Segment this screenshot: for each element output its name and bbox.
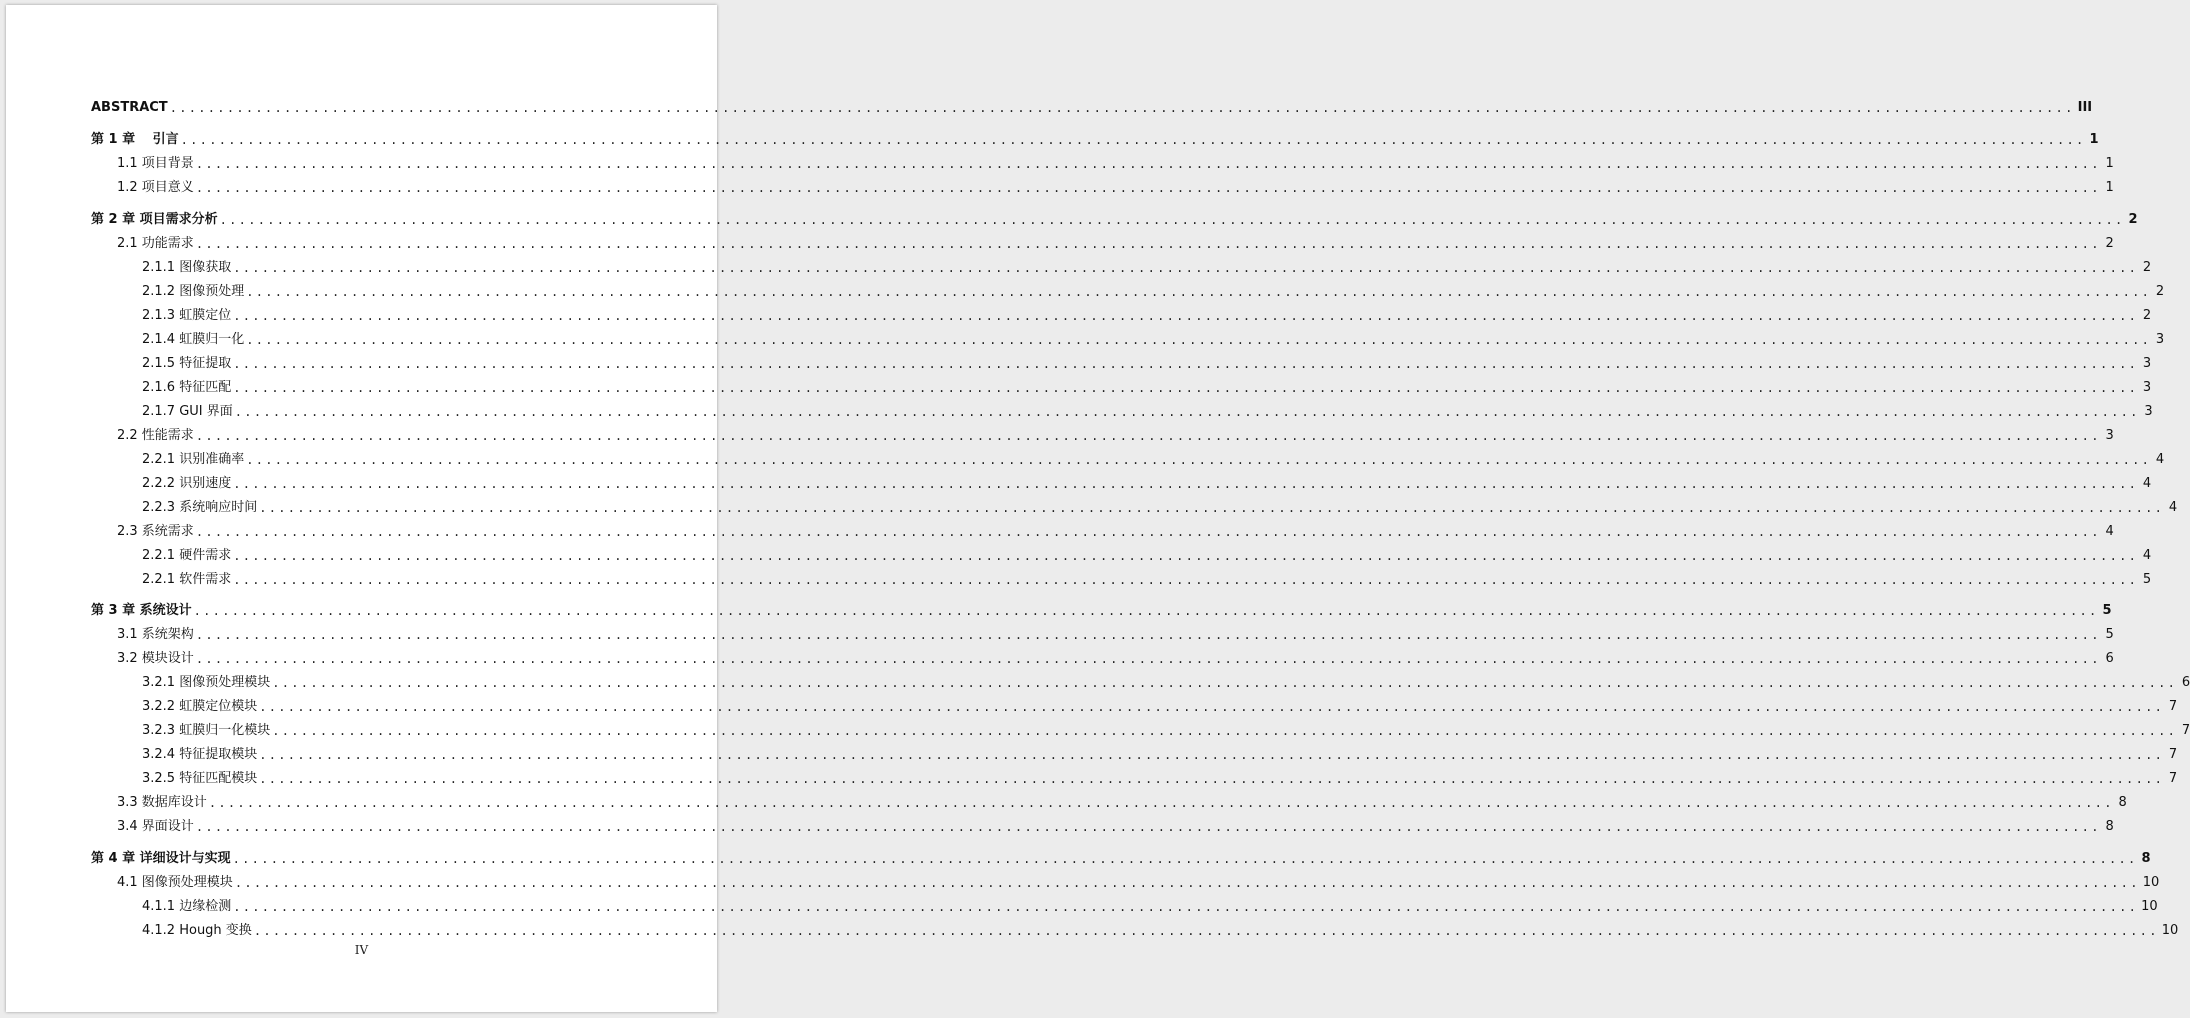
toc-entry-title: 2.3 系统需求 [117, 524, 194, 539]
toc-entry[interactable] [117, 427, 2114, 445]
toc-entry-title: 2.2.1 识别准确率 [142, 452, 245, 467]
toc-entry-page-number: 1 [2105, 180, 2114, 195]
toc-entry-title: 2.1 功能需求 [117, 236, 194, 251]
toc-entry[interactable] [91, 99, 2093, 117]
toc-entry-page-number: 3 [2144, 404, 2153, 419]
toc-entry-page-number: 8 [2118, 795, 2127, 810]
toc-entry[interactable] [142, 331, 2165, 349]
toc-dot-leader: ........................................................................................................................................................................................................ [180, 133, 2086, 147]
toc-dot-leader: ........................................................................................................................................................................................................ [272, 724, 2178, 738]
toc-dot-leader: ........................................................................................................................................................................................................ [272, 676, 2178, 690]
toc-entry[interactable] [91, 602, 2112, 620]
toc-dot-leader: ........................................................................................................................................................................................................ [234, 405, 2140, 419]
toc-entry-title: 2.2.2 识别速度 [142, 476, 232, 491]
toc-entry-page-number: 6 [2181, 675, 2190, 690]
toc-entry-title: 3.2.1 图像预处理模块 [142, 675, 271, 690]
toc-dot-leader: ........................................................................................................................................................................................................ [195, 237, 2101, 251]
toc-entry-title: ABSTRACT [91, 100, 168, 115]
toc-entry[interactable] [117, 650, 2114, 668]
toc-entry-page-number: 1 [2089, 132, 2099, 147]
toc-entry-title: 2.2.1 硬件需求 [142, 548, 232, 563]
toc-entry-page-number: 2 [2155, 284, 2165, 299]
toc-dot-leader: ........................................................................................................................................................................................................ [233, 381, 2139, 395]
toc-entry[interactable] [142, 283, 2165, 301]
toc-entry[interactable] [142, 499, 2178, 517]
toc-entry-page-number: 5 [2105, 627, 2114, 642]
toc-dot-leader: ........................................................................................................................................................................................................ [195, 181, 2101, 195]
toc-dot-leader: ........................................................................................................................................................................................................ [233, 573, 2139, 587]
toc-entry[interactable] [142, 746, 2178, 764]
toc-entry-page-number: 6 [2105, 651, 2114, 666]
toc-entry[interactable] [117, 523, 2114, 541]
document-page [6, 5, 2190, 1012]
toc-dot-leader: ........................................................................................................................................................................................................ [219, 213, 2125, 227]
toc-entry-page-number: 4 [2142, 548, 2152, 563]
toc-dot-leader: ........................................................................................................................................................................................................ [233, 477, 2139, 491]
toc-entry[interactable] [91, 211, 2138, 229]
toc-dot-leader: ........................................................................................................................................................................................................ [195, 157, 2101, 171]
toc-entry-page-number: 7 [2181, 723, 2190, 738]
toc-entry-page-number: 2 [2105, 236, 2114, 251]
toc-entry-title: 3.4 界面设计 [117, 819, 194, 834]
toc-dot-leader: ........................................................................................................................................................................................................ [233, 900, 2139, 914]
toc-entry-page-number: 4 [2168, 500, 2178, 515]
toc-entry[interactable] [142, 451, 2165, 469]
toc-entry-page-number: 4 [2155, 452, 2165, 467]
toc-entry-page-number: 10 [2161, 923, 2179, 938]
toc-entry[interactable] [142, 922, 2179, 940]
toc-entry-page-number: 8 [2141, 851, 2151, 866]
toc-entry-page-number: 4 [2105, 524, 2114, 539]
toc-entry[interactable] [91, 850, 2151, 868]
toc-entry[interactable] [117, 818, 2114, 836]
toc-entry-title: 2.1.6 特征匹配 [142, 380, 232, 395]
toc-entry-title: 2.1.1 图像获取 [142, 260, 232, 275]
toc-entry[interactable] [142, 307, 2152, 325]
toc-entry[interactable] [91, 131, 2099, 149]
toc-entry-title: 第 2 章 项目需求分析 [91, 212, 218, 227]
toc-entry-title: 2.1.5 特征提取 [142, 356, 232, 371]
toc-entry-title: 4.1 图像预处理模块 [117, 875, 233, 890]
toc-entry-page-number: 2 [2128, 212, 2138, 227]
toc-entry-page-number: 8 [2105, 819, 2114, 834]
toc-dot-leader: ........................................................................................................................................................................................................ [233, 309, 2139, 323]
toc-entry-page-number: 2 [2142, 260, 2152, 275]
toc-entry-title: 3.2 模块设计 [117, 651, 194, 666]
toc-entry-page-number: 7 [2168, 771, 2178, 786]
toc-entry-page-number: 5 [2142, 572, 2152, 587]
toc-entry-page-number: 5 [2102, 603, 2112, 618]
toc-entry-page-number: III [2077, 100, 2093, 115]
toc-dot-leader: ........................................................................................................................................................................................................ [246, 285, 2152, 299]
toc-dot-leader: ........................................................................................................................................................................................................ [195, 429, 2101, 443]
toc-entry-title: 2.2.3 系统响应时间 [142, 500, 258, 515]
toc-entry-title: 2.2 性能需求 [117, 428, 194, 443]
toc-entry-page-number: 4 [2142, 476, 2152, 491]
toc-dot-leader: ........................................................................................................................................................................................................ [195, 820, 2101, 834]
toc-entry-title: 第 1 章 引言 [91, 132, 179, 147]
toc-entry-page-number: 3 [2155, 332, 2165, 347]
toc-entry-title: 1.1 项目背景 [117, 156, 194, 171]
toc-entry[interactable] [117, 235, 2114, 253]
toc-entry-page-number: 3 [2142, 356, 2152, 371]
toc-entry-title: 4.1.1 边缘检测 [142, 899, 232, 914]
toc-entry[interactable] [117, 794, 2127, 812]
toc-entry[interactable] [142, 722, 2190, 740]
toc-entry-title: 3.2.3 虹膜归一化模块 [142, 723, 271, 738]
toc-entry[interactable] [142, 698, 2178, 716]
toc-entry[interactable] [142, 475, 2152, 493]
toc-entry-title: 2.1.4 虹膜归一化 [142, 332, 245, 347]
toc-entry[interactable] [142, 770, 2178, 788]
toc-entry-title: 3.3 数据库设计 [117, 795, 207, 810]
toc-entry-page-number: 2 [2142, 308, 2152, 323]
toc-dot-leader: ........................................................................................................................................................................................................ [246, 453, 2152, 467]
toc-dot-leader: ........................................................................................................................................................................................................ [259, 501, 2165, 515]
toc-entry[interactable] [142, 547, 2152, 565]
toc-entry-page-number: 7 [2168, 699, 2178, 714]
toc-entry[interactable] [142, 898, 2158, 916]
toc-entry-page-number: 1 [2105, 156, 2114, 171]
toc-dot-leader: ........................................................................................................................................................................................................ [169, 101, 2075, 115]
toc-entry[interactable] [142, 674, 2190, 692]
toc-dot-leader: ........................................................................................................................................................................................................ [246, 333, 2152, 347]
toc-entry[interactable] [117, 155, 2114, 173]
toc-dot-leader: ........................................................................................................................................................................................................ [195, 652, 2101, 666]
toc-entry[interactable] [142, 379, 2152, 397]
toc-entry[interactable] [142, 259, 2152, 277]
toc-entry[interactable] [117, 179, 2114, 197]
toc-dot-leader: ........................................................................................................................................................................................................ [232, 852, 2138, 866]
toc-entry-title: 2.1.3 虹膜定位 [142, 308, 232, 323]
toc-dot-leader: ........................................................................................................................................................................................................ [195, 525, 2101, 539]
toc-entry-page-number: 3 [2142, 380, 2152, 395]
toc-entry-page-number: 10 [2142, 875, 2160, 890]
toc-entry-page-number: 7 [2168, 747, 2178, 762]
toc-dot-leader: ........................................................................................................................................................................................................ [259, 748, 2165, 762]
toc-dot-leader: ........................................................................................................................................................................................................ [208, 796, 2114, 810]
toc-entry[interactable] [117, 626, 2114, 644]
toc-dot-leader: ........................................................................................................................................................................................................ [195, 628, 2101, 642]
toc-entry-title: 3.2.5 特征匹配模块 [142, 771, 258, 786]
page-footer-number: IV [354, 943, 369, 957]
toc-entry-page-number: 10 [2141, 899, 2158, 914]
toc-entry[interactable] [142, 403, 2153, 421]
toc-dot-leader: ........................................................................................................................................................................................................ [259, 700, 2165, 714]
toc-entry-title: 3.2.2 虹膜定位模块 [142, 699, 258, 714]
toc-entry-title: 第 3 章 系统设计 [91, 603, 192, 618]
toc-entry-page-number: 3 [2105, 428, 2114, 443]
toc-entry-title: 3.1 系统架构 [117, 627, 194, 642]
toc-entry-title: 2.1.7 GUI 界面 [142, 404, 233, 419]
toc-entry-title: 4.1.2 Hough 变换 [142, 923, 252, 938]
toc-dot-leader: ........................................................................................................................................................................................................ [233, 261, 2139, 275]
toc-dot-leader: ........................................................................................................................................................................................................ [233, 549, 2139, 563]
toc-dot-leader: ........................................................................................................................................................................................................ [233, 357, 2139, 371]
toc-dot-leader: ........................................................................................................................................................................................................ [234, 876, 2140, 890]
toc-entry-title: 2.2.1 软件需求 [142, 572, 232, 587]
toc-entry[interactable] [142, 355, 2152, 373]
toc-dot-leader: ........................................................................................................................................................................................................ [193, 604, 2099, 618]
toc-entry[interactable] [142, 571, 2152, 589]
toc-dot-leader: ........................................................................................................................................................................................................ [253, 924, 2159, 938]
toc-entry-title: 2.1.2 图像预处理 [142, 284, 245, 299]
toc-entry[interactable] [117, 874, 2160, 892]
toc-entry-title: 第 4 章 详细设计与实现 [91, 851, 231, 866]
toc-dot-leader: ........................................................................................................................................................................................................ [259, 772, 2165, 786]
toc-entry-title: 3.2.4 特征提取模块 [142, 747, 258, 762]
toc-entry-title: 1.2 项目意义 [117, 180, 194, 195]
